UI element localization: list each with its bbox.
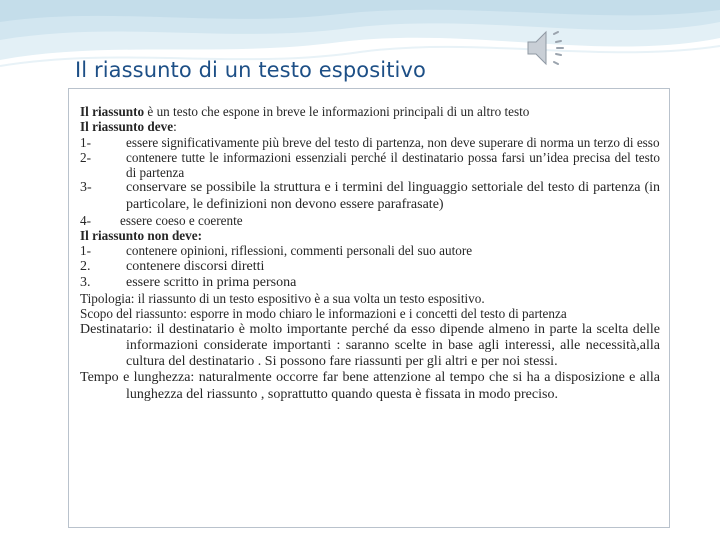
scopo-paragraph: Scopo del riassunto: esporre in modo chiaro le informazioni e i concetti del testo di partenza: [80, 306, 567, 322]
must-heading-colon: :: [173, 119, 177, 135]
must-item-number: 3-: [80, 180, 92, 196]
slide-title: Il riassunto di un testo espositivo: [75, 58, 426, 82]
must-not-item-number: 3.: [80, 274, 91, 290]
must-not-item-2: [80, 259, 660, 275]
must-not-heading: Il riassunto non deve:: [80, 228, 203, 244]
must-heading: Il riassunto deve: [80, 119, 174, 135]
must-item-text: essere coeso e coerente: [120, 212, 243, 228]
must-item-number: 2-: [80, 149, 91, 165]
must-not-item-text: essere scritto in prima persona: [126, 274, 297, 290]
must-not-item-text: contenere discorsi diretti: [126, 258, 265, 274]
must-item-text: conservare se possibile la struttura e i termini del linguaggio settoriale del testo di partenza (in particolare, le definizioni non devono essere parafrasate): [126, 180, 660, 212]
must-item-text: essere significativamente più breve del testo di partenza, non deve superare di norma un terzo di esso: [126, 134, 660, 150]
intro-line: [80, 104, 660, 119]
tipologia-paragraph: Tipologia: il riassunto di un testo espositivo è a sua volta un testo espositivo.: [80, 291, 485, 307]
must-not-heading-line: [80, 228, 660, 243]
must-item-3: [80, 180, 660, 212]
must-not-item-number: 2.: [80, 258, 91, 274]
must-not-item-number: 1-: [80, 243, 91, 259]
must-heading-line: [80, 119, 660, 134]
must-item-2: [80, 150, 660, 181]
must-not-item-text: contenere opinioni, riflessioni, commenti personali del suo autore: [126, 243, 473, 259]
slide-body: [80, 104, 660, 403]
speaker-icon[interactable]: [524, 24, 574, 72]
must-item-number: 4-: [80, 212, 91, 228]
must-item-1: [80, 135, 660, 150]
must-item-4: [80, 213, 660, 228]
must-not-item-3: [80, 275, 660, 291]
tempo-paragraph: Tempo e lunghezza: naturalmente occorre far bene attenzione al tempo che si ha a disposizione e alla lunghezza del riassunto , soprattutto quando questa è fissata in modo preciso.: [80, 370, 660, 402]
destinatario-paragraph: Destinatario: il destinatario è molto importante perché da esso dipende almeno in parte la scelta delle informazioni considerate importanti : saranno scelte in base agli interessi, alle necessità,alla cultura del destinatario . Si possono fare riassunti per gli altri e per noi stessi.: [80, 321, 660, 370]
must-not-item-1: [80, 243, 660, 258]
must-item-text: contenere tutte le informazioni essenziali perché il destinatario possa farsi un’idea precisa del testo di partenza: [126, 149, 660, 181]
intro-text: è un testo che espone in breve le informazioni principali di un altro testo: [144, 104, 530, 119]
intro-term: Il riassunto: [80, 104, 145, 119]
must-item-number: 1-: [80, 134, 91, 150]
